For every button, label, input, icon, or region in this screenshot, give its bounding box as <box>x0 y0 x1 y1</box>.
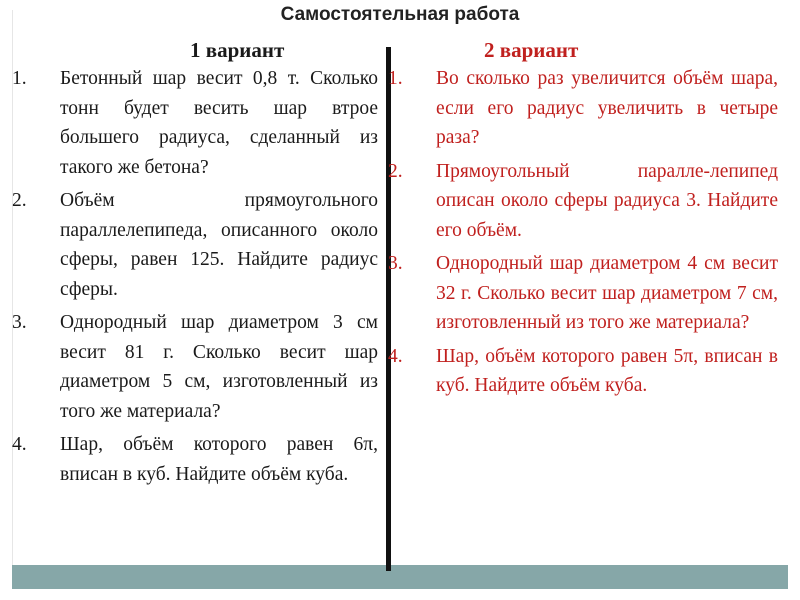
task-text: Объём прямоугольного параллелепипеда, описанного около сферы, равен 125. Найдите радиус сферы. <box>60 190 378 300</box>
task-item <box>388 64 778 153</box>
task-text: Однородный шар диаметром 4 см весит 32 г. Сколько весит шар диаметром 7 см, изготовленный из того же материала? <box>436 253 778 333</box>
task-text: Шар, объём которого равен 6π, вписан в куб. Найдите объём куба. <box>60 434 378 485</box>
task-text: Шар, объём которого равен 5π, вписан в куб. Найдите объём куба. <box>436 345 778 396</box>
task-item <box>12 64 378 182</box>
task-item <box>388 249 778 338</box>
task-number: 4. <box>12 434 27 455</box>
task-number: 2. <box>388 160 403 182</box>
task-text: Во сколько раз увеличится объём шара, если его радиус увеличить в четыре раза? <box>436 68 778 148</box>
task-number: 2. <box>12 190 27 211</box>
variant-2-task-list <box>388 64 778 405</box>
task-text: Однородный шар диаметром 3 см весит 81 г. Сколько весит шар диаметром 5 см, изготовленный из того же материала? <box>60 312 378 422</box>
task-text: Бетонный шар весит 0,8 т. Сколько тонн будет весить шар втрое большего радиуса, сделанный из такого же бетона? <box>60 68 378 178</box>
task-item <box>12 430 378 489</box>
variant-1-task-list <box>12 64 378 493</box>
task-item <box>12 186 378 304</box>
task-item <box>12 308 378 426</box>
task-text: Прямоугольный паралле-лепипед описан около сферы радиуса 3. Найдите его объём. <box>436 160 778 241</box>
task-number: 4. <box>388 345 403 367</box>
task-item <box>388 157 778 246</box>
variant-1-heading: 1 вариант <box>190 38 285 62</box>
page-title: Самостоятельная работа <box>280 4 520 25</box>
task-number: 1. <box>12 68 27 89</box>
task-number: 1. <box>388 68 403 89</box>
variant-2-heading: 2 вариант <box>484 38 579 62</box>
task-number: 3. <box>388 253 403 274</box>
bottom-band <box>12 565 788 589</box>
task-number: 3. <box>12 312 27 333</box>
task-item <box>388 342 778 401</box>
